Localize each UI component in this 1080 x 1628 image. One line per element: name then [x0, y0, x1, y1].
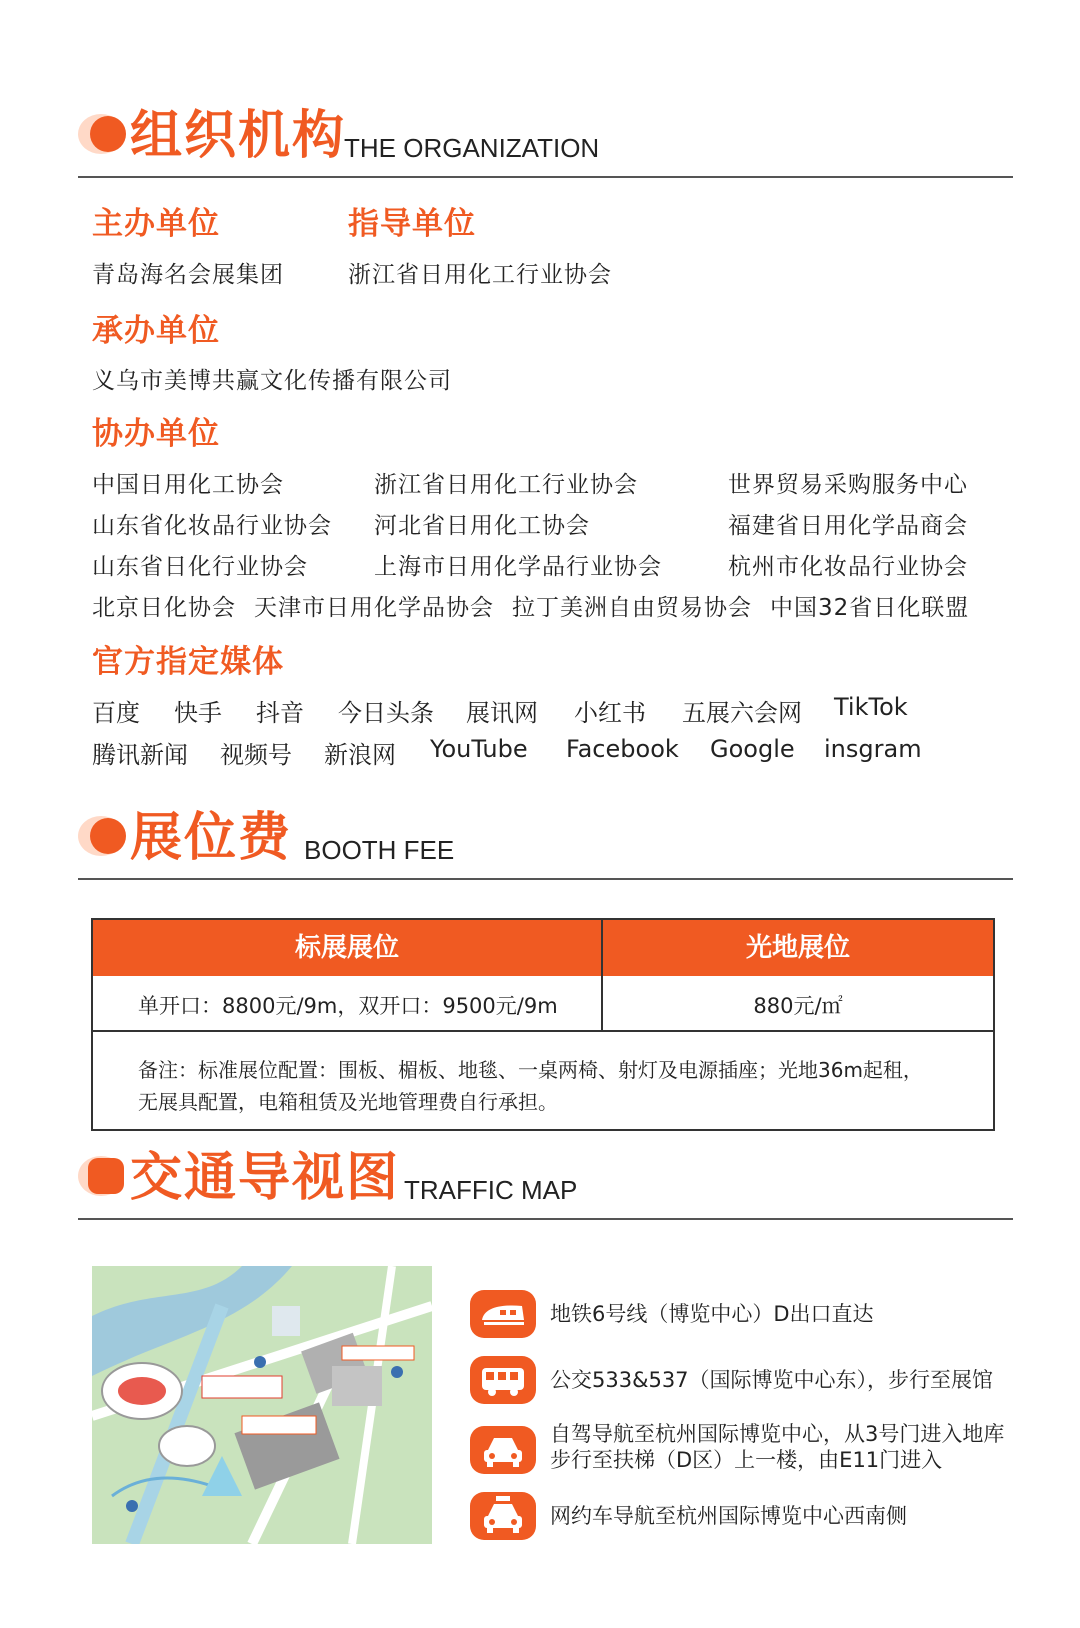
guide-value: 浙江省日用化工行业协会 [348, 262, 612, 288]
media-item: 展讯网 [466, 699, 538, 727]
traffic-text: 地铁6号线（博览中心）D出口直达 [550, 1302, 874, 1326]
map-graphic [92, 1266, 432, 1544]
host-value: 青岛海名会展集团 [92, 262, 284, 288]
bullet-blob-icon [78, 1156, 124, 1196]
host-label: 主办单位 [92, 206, 220, 242]
coorg-item: 山东省化妆品行业协会 [92, 513, 332, 539]
booth-fee-table [91, 918, 995, 1131]
coorg-item: 天津市日用化学品协会 [254, 595, 494, 621]
organizer-label: 承办单位 [92, 313, 220, 349]
coorg-label: 协办单位 [92, 416, 220, 452]
coorg-item: 世界贸易采购服务中心 [728, 472, 968, 498]
traffic-text: 公交533&537（国际博览中心东），步行至展馆 [550, 1368, 994, 1392]
media-item: YouTube [430, 735, 528, 763]
coorg-item: 河北省日用化工协会 [374, 513, 590, 539]
coorg-item: 上海市日用化学品行业协会 [374, 554, 662, 580]
traffic-section-header [78, 1140, 1013, 1220]
table-divider [93, 1030, 993, 1032]
org-divider [78, 176, 1013, 178]
guide-label: 指导单位 [348, 206, 476, 242]
media-item: 新浪网 [324, 741, 396, 769]
coorg-item: 杭州市化妆品行业协会 [728, 554, 968, 580]
media-label: 官方指定媒体 [92, 644, 284, 680]
media-item: 抖音 [256, 699, 304, 727]
car-icon [470, 1426, 536, 1474]
media-item: 腾讯新闻 [92, 741, 188, 769]
booth-section-header [78, 800, 1013, 880]
org-section-header [78, 98, 1013, 178]
coorg-item: 福建省日用化学品商会 [728, 513, 968, 539]
coorg-item: 山东省日化行业协会 [92, 554, 308, 580]
media-item: 快手 [174, 699, 222, 727]
traffic-text: 步行至扶梯（D区）上一楼，由E11门进入 [550, 1448, 943, 1472]
org-title-zh: 组织机构 [130, 106, 347, 166]
coorg-item: 中国32省日化联盟 [770, 595, 970, 621]
media-item: 今日头条 [338, 699, 434, 727]
booth-title-en: BOOTH FEE [304, 835, 455, 865]
traffic-text: 网约车导航至杭州国际博览中心西南侧 [550, 1504, 907, 1528]
media-item: 视频号 [220, 741, 292, 769]
media-item: TikTok [834, 693, 908, 721]
organizer-value: 义乌市美博共赢文化传播有限公司 [92, 368, 452, 394]
booth-title-zh: 展位费 [130, 808, 293, 868]
col-raw-space: 光地展位 [745, 933, 850, 963]
traffic-divider [78, 1218, 1013, 1220]
media-item: insgram [824, 735, 922, 763]
media-item: 百度 [92, 699, 140, 727]
traffic-title-zh: 交通导视图 [130, 1148, 401, 1208]
traffic-text: 自驾导航至杭州国际博览中心，从3号门进入地库 [550, 1422, 1005, 1446]
raw-space-price: 880元/㎡ [753, 994, 843, 1018]
table-header [93, 920, 993, 976]
traffic-title-en: TRAFFIC MAP [404, 1175, 578, 1205]
bullet-blob-icon [78, 816, 124, 856]
media-item: 小红书 [574, 699, 646, 727]
booth-note-line: 无展具配置，电箱租赁及光地管理费自行承担。 [138, 1090, 558, 1114]
train-icon [470, 1290, 536, 1338]
coorg-item: 中国日用化工协会 [92, 472, 284, 498]
media-item: Facebook [566, 735, 679, 763]
coorg-item: 北京日化协会 [92, 595, 236, 621]
taxi-icon [470, 1492, 536, 1540]
bus-icon [470, 1356, 536, 1404]
coorg-item: 浙江省日用化工行业协会 [374, 472, 638, 498]
col-standard-booth: 标展展位 [294, 933, 399, 963]
org-title-en: THE ORGANIZATION [344, 133, 600, 163]
media-item: 五展六会网 [682, 699, 802, 727]
booth-divider [78, 878, 1013, 880]
booth-note-line: 备注：标准展位配置：围板、楣板、地毯、一桌两椅、射灯及电源插座；光地36m起租， [138, 1058, 923, 1082]
traffic-map [92, 1266, 432, 1544]
media-item: Google [710, 735, 795, 763]
coorg-item: 拉丁美洲自由贸易协会 [512, 595, 752, 621]
booth-note [138, 1054, 958, 1118]
standard-booth-price: 单开口：8800元/9m，双开口：9500元/9m [138, 994, 558, 1018]
bullet-blob-icon [78, 114, 124, 154]
